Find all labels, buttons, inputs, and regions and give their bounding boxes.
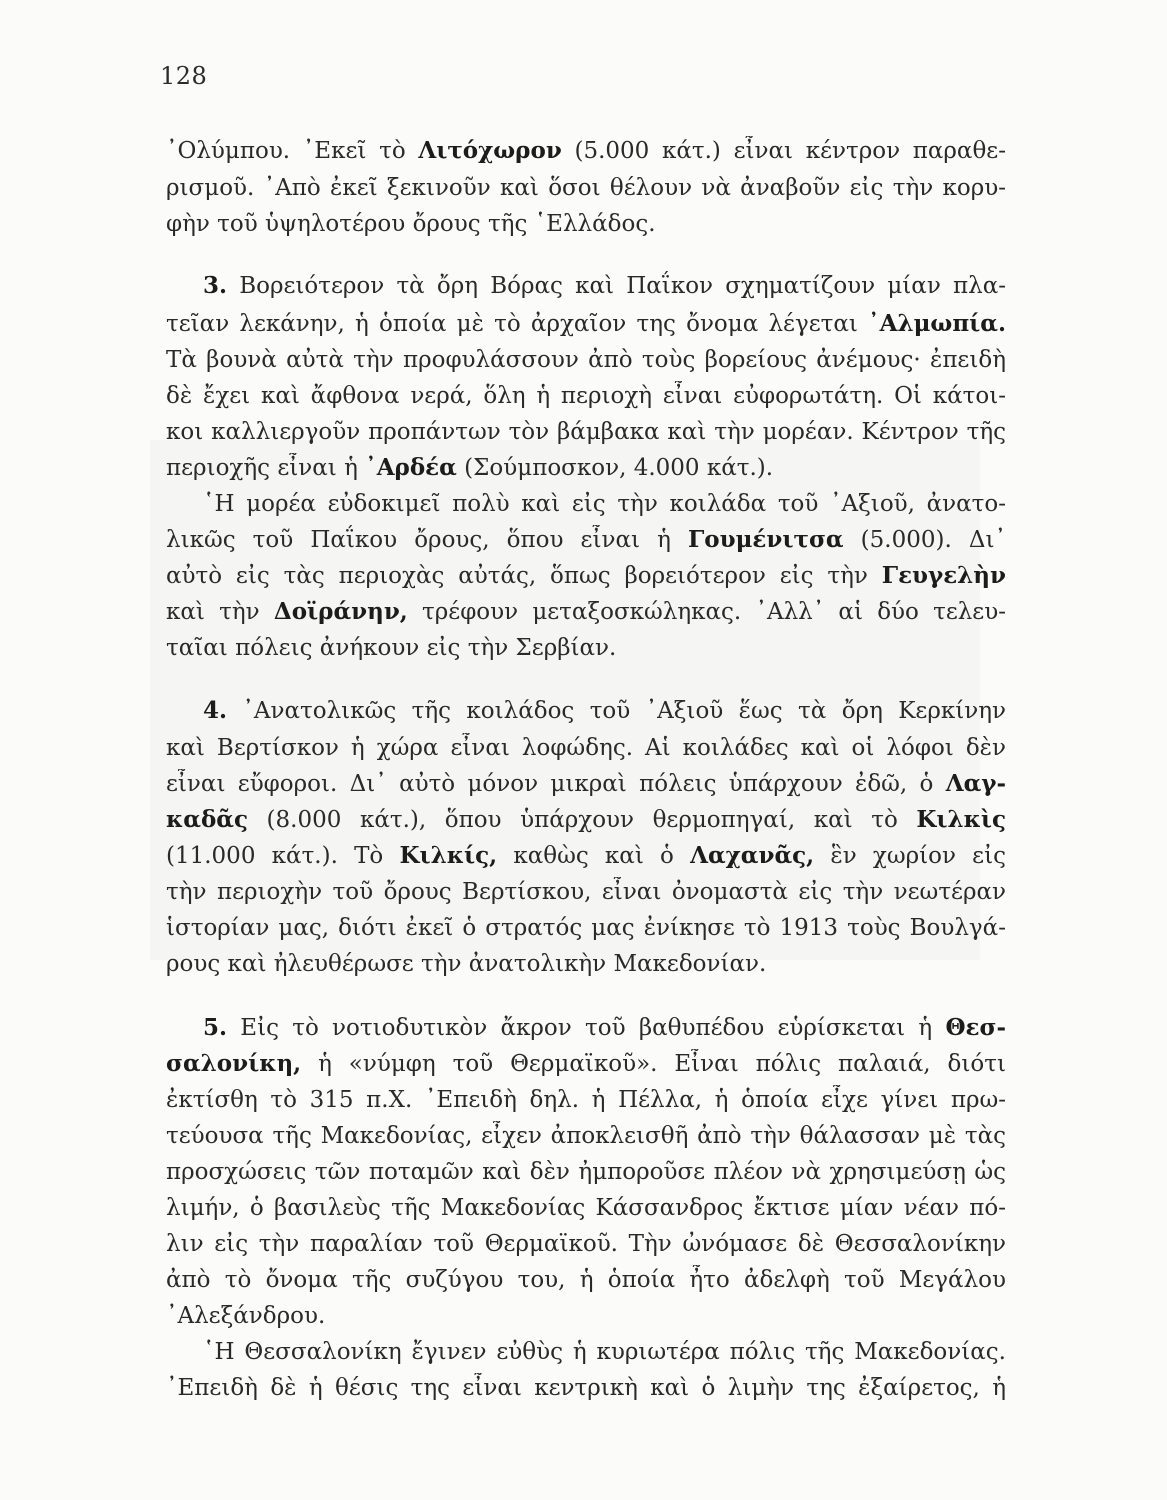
paragraph-3-start <box>203 271 1006 301</box>
text-run: κοι καλλιεργοῦν προπάντων τὸν βάμβακα καὶ τὴν μορέαν. Κέντρον τῆς <box>166 419 1006 445</box>
text-line <box>166 561 1006 591</box>
text-line <box>166 1301 1006 1331</box>
text-line <box>166 1229 1006 1259</box>
text-run: (5.000 κάτ.) εἶναι κέντρον παραθε- <box>561 138 1006 164</box>
text-run: ἀπὸ τὸ ὄνομα τῆς συζύγου του, ἡ ὁποία ἦτο ἀδελφὴ τοῦ Μεγάλου <box>166 1267 1006 1293</box>
text-run: λικῶς τοῦ Παΐκου ὄρους, ὅπου εἶναι ἡ <box>166 527 688 553</box>
text-run: ᾿Αλεξάνδρου. <box>166 1303 326 1329</box>
bold-term: 4. <box>203 697 228 724</box>
bold-term: Κιλκὶς <box>916 806 1006 833</box>
bold-term: Κιλκίς, <box>399 842 498 869</box>
text-line <box>166 913 1006 943</box>
text-line <box>166 345 1006 375</box>
text-line <box>203 489 1006 519</box>
text-line <box>166 136 1006 166</box>
text-run: προσχώσεις τῶν ποταμῶν καὶ δὲν ἠμποροῦσε πλέον νὰ χρησιμεύσῃ ὡς <box>166 1159 1006 1185</box>
text-run: καὶ Βερτίσκον ἡ χώρα εἶναι λοφώδης. Αἱ κοιλάδες καὶ οἱ λόφοι δὲν <box>166 735 1006 761</box>
text-run: περιοχῆς εἶναι ἡ <box>166 455 366 481</box>
text-line <box>166 949 1006 979</box>
bold-term: Γευγελὴν <box>881 562 1006 589</box>
text-run: δὲ ἔχει καὶ ἄφθονα νερά, ὅλη ἡ περιοχὴ εἶναι εὐφορωτάτη. Οἱ κάτοι- <box>166 383 1006 409</box>
text-run: εἶναι εὔφοροι. Δι᾿ αὐτὸ μόνον μικραὶ πόλεις ὑπάρχουν ἐδῶ, ὁ <box>166 771 946 797</box>
text-run: ῾Η Θεσσαλονίκη ἔγινεν εὐθὺς ἡ κυριωτέρα πόλις τῆς Μακεδονίας. <box>203 1339 1006 1365</box>
text-run: ταῖαι πόλεις ἀνήκουν εἰς τὴν Σερβίαν. <box>166 635 617 661</box>
text-line <box>166 1193 1006 1223</box>
text-run: ῾Η μορέα εὐδοκιμεῖ πολὺ καὶ εἰς τὴν κοιλάδα τοῦ ᾿Αξιοῦ, ἀνατο- <box>203 491 1006 517</box>
text-line <box>166 841 1006 871</box>
text-line <box>166 173 1006 203</box>
text-run: λιμήν, ὁ βασιλεὺς τῆς Μακεδονίας Κάσσανδρος ἔκτισε μίαν νέαν πό- <box>166 1195 1006 1221</box>
text-line <box>166 1085 1006 1115</box>
bold-term: Λαγ- <box>945 770 1006 797</box>
bold-term: Δοϊράνην, <box>273 598 408 625</box>
text-line <box>166 633 1006 663</box>
text-run: καθὼς καὶ ὁ <box>497 843 691 869</box>
text-run: ρισμοῦ. ᾿Απὸ ἐκεῖ ξεκινοῦν καὶ ὅσοι θέλουν νὰ ἀναβοῦν εἰς τὴν κορυ- <box>166 175 1006 201</box>
text-line <box>203 1337 1006 1367</box>
text-line <box>166 381 1006 411</box>
text-run: αὐτὸ εἰς τὰς περιοχὰς αὐτάς, ὅπως βορειότερον εἰς τὴν <box>166 563 882 589</box>
text-run: Βορειότερον τὰ ὄρη Βόρας καὶ Παΐκον σχηματίζουν μίαν πλα- <box>227 273 1006 299</box>
text-line <box>166 1157 1006 1187</box>
text-line <box>166 453 1006 483</box>
text-run: Εἰς τὸ νοτιοδυτικὸν ἄκρον τοῦ βαθυπέδου εὑρίσκεται ἡ <box>227 1015 946 1041</box>
text-run: ἡ «νύμφη τοῦ Θερμαϊκοῦ». Εἶναι πόλις παλαιά, διότι <box>301 1051 1006 1077</box>
bold-term: Λιτόχωρον <box>418 137 562 164</box>
bold-term: καδᾶς <box>166 806 248 833</box>
bold-term: Θεσ- <box>945 1014 1006 1041</box>
text-run: ἐκτίσθη τὸ 315 π.Χ. ᾿Επειδὴ δηλ. ἡ Πέλλα, ἡ ὁποία εἶχε γίνει πρω- <box>166 1087 1006 1113</box>
text-run: ᾿Ολύμπου. ᾿Εκεῖ τὸ <box>166 138 419 164</box>
paragraph-4-start <box>203 696 1006 726</box>
paragraph-5-start <box>203 1013 1006 1043</box>
text-run: φὴν τοῦ ὑψηλοτέρου ὄρους τῆς ῾Ελλάδος. <box>166 211 656 237</box>
text-run: τρέφουν μεταξοσκώληκας. ᾿Αλλ᾿ αἱ δύο τελευ- <box>407 599 1006 625</box>
page-number: 128 <box>160 62 208 90</box>
text-run: (8.000 κάτ.), ὅπου ὑπάρχουν θερμοπηγαί, καὶ τὸ <box>247 807 917 833</box>
text-run: καὶ τὴν <box>166 599 274 625</box>
text-line <box>166 877 1006 907</box>
text-run: (11.000 κάτ.). Τὸ <box>166 843 400 869</box>
text-run: τὴν περιοχὴν τοῦ ὄρους Βερτίσκου, εἶναι ὀνομαστὰ εἰς τὴν νεωτέραν <box>166 879 1006 905</box>
bold-term: 5. <box>203 1014 228 1041</box>
text-run: τεῖαν λεκάνην, ἡ ὁποία μὲ τὸ ἀρχαῖον της ὄνομα λέγεται <box>166 311 869 337</box>
text-run: λιν εἰς τὴν παραλίαν τοῦ Θερμαϊκοῦ. Τὴν ὠνόμασε δὲ Θεσσαλονίκην <box>166 1231 1006 1257</box>
text-line <box>166 597 1006 627</box>
text-line <box>166 1049 1006 1079</box>
text-run: Τὰ βουνὰ αὐτὰ τὴν προφυλάσσουν ἀπὸ τοὺς βορείους ἀνέμους· ἐπειδὴ <box>166 347 1006 373</box>
text-line <box>166 525 1006 555</box>
text-line <box>166 733 1006 763</box>
bold-term: Γουμένιτσα <box>687 526 844 553</box>
text-line <box>166 1265 1006 1295</box>
bold-term: Λαχανᾶς, <box>690 842 815 869</box>
text-run: ἓν χωρίον εἰς <box>814 843 1006 869</box>
text-line <box>166 805 1006 835</box>
text-run: ρους καὶ ἠλευθέρωσε τὴν ἀνατολικὴν Μακεδονίαν. <box>166 951 767 977</box>
text-line <box>166 1121 1006 1151</box>
text-run: (5.000). Δι᾿ <box>843 527 1006 553</box>
text-line <box>166 309 1006 339</box>
bold-term: 3. <box>203 272 228 299</box>
text-run: ἱστορίαν μας, διότι ἐκεῖ ὁ στρατός μας ἐνίκησε τὸ 1913 τοὺς Βουλγά- <box>166 915 1006 941</box>
text-run: ᾿Ανατολικῶς τῆς κοιλάδος τοῦ ᾿Αξιοῦ ἕως τὰ ὄρη Κερκίνην <box>227 698 1006 724</box>
text-line <box>166 769 1006 799</box>
text-line <box>166 209 1006 239</box>
bold-term: σαλονίκη, <box>166 1050 302 1077</box>
text-run: τεύουσα τῆς Μακεδονίας, εἶχεν ἀποκλεισθῆ ἀπὸ τὴν θάλασσαν μὲ τὰς <box>166 1123 1006 1149</box>
text-line <box>166 417 1006 447</box>
text-line <box>166 1373 1006 1403</box>
text-run: ᾿Επειδὴ δὲ ἡ θέσις της εἶναι κεντρικὴ καὶ ὁ λιμὴν της ἐξαίρετος, ἡ <box>166 1375 1006 1401</box>
bold-term: ᾿Αλμωπία. <box>868 310 1006 337</box>
bold-term: ᾿Αρδέα <box>365 454 457 481</box>
text-run: (Σούμποσκον, 4.000 κάτ.). <box>456 455 774 481</box>
